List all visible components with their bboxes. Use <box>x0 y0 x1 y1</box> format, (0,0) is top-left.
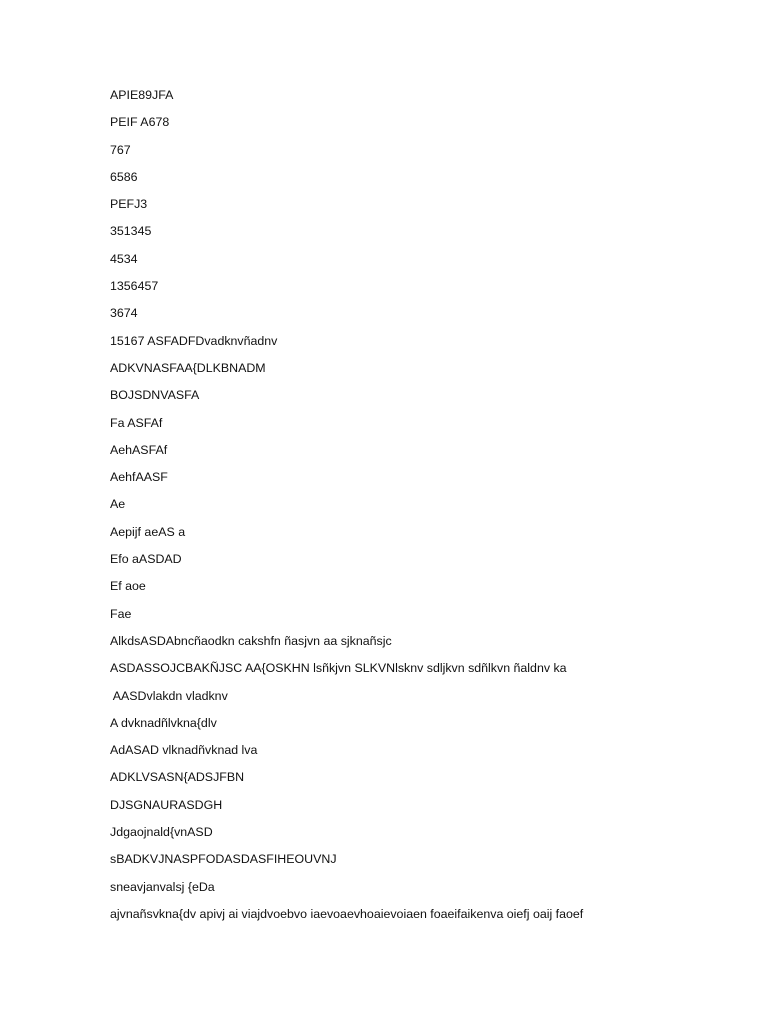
text-line: BOJSDNVASFA <box>110 388 200 403</box>
text-line: Efo aASDAD <box>110 552 182 567</box>
text-line: APIE89JFA <box>110 88 174 102</box>
text-line: A dvknadñlvkna{dlv <box>110 715 217 730</box>
text-line: 1356457 <box>110 279 159 294</box>
text-line: ADKVNASFAA{DLKBNADM <box>110 360 266 375</box>
text-line: DJSGNAURASDGH <box>110 797 223 812</box>
text-line: AASDvlakdn vladknv <box>110 688 228 703</box>
text-line: ASDASSOJCBAKÑJSC AA{OSKHN lsñkjvn SLKVNlsknv sdljkvn sdñlkvn ñaldnv ka <box>110 661 567 676</box>
text-line: Ae <box>110 497 126 512</box>
text-line: PEFJ3 <box>110 197 148 212</box>
document-body <box>110 86 583 932</box>
text-line: sBADKVJNASPFODASDASFIHEOUVNJ <box>110 852 337 867</box>
text-line: AehASFAf <box>110 442 168 457</box>
text-line: 767 <box>110 142 131 157</box>
text-line: 351345 <box>110 224 152 239</box>
text-line: ADKLVSASN{ADSJFBN <box>110 770 245 785</box>
text-line: Jdgaojnald{vnASD <box>110 825 213 840</box>
text-line: Fa ASFAf <box>110 415 163 430</box>
text-line: AehfAASF <box>110 470 168 485</box>
text-line: 15167 ASFADFDvadknvñadnv <box>110 333 278 348</box>
text-line: 3674 <box>110 306 138 321</box>
text-line: Ef aoe <box>110 579 146 594</box>
text-line: ajvnañsvkna{dv apivj ai viajdvoebvo iaevoaevhoaievoiaen foaeifaikenva oiefj oaij faoef <box>110 906 584 921</box>
text-line: Aepijf aeAS a <box>110 524 186 539</box>
text-line: AlkdsASDAbncñaodkn cakshfn ñasjvn aa sjknañsjc <box>110 633 392 648</box>
text-line: PEIF A678 <box>110 115 170 130</box>
text-line: Fae <box>110 606 132 621</box>
text-line: sneavjanvalsj {eDa <box>110 879 215 894</box>
text-line: AdASAD vlknadñvknad lva <box>110 743 258 758</box>
text-line: 6586 <box>110 169 138 184</box>
text-line: 4534 <box>110 251 138 266</box>
